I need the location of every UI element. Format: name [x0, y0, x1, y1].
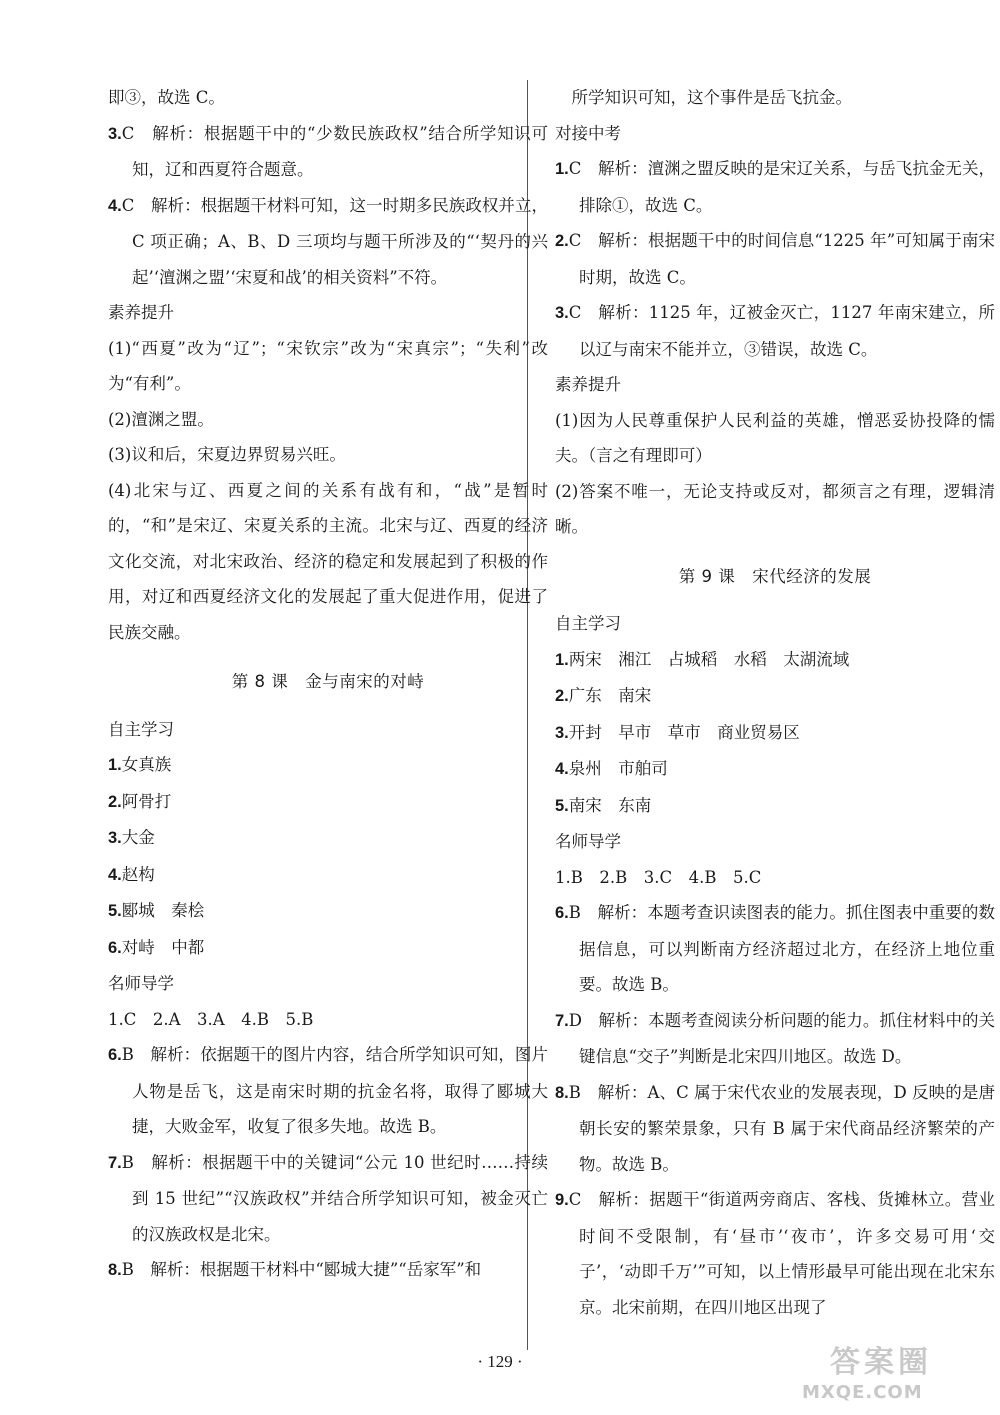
item-number: 5.: [555, 796, 569, 815]
item-text: B 解析：依据题干的图片内容，结合所学知识可知，图片人物是岳飞，这是南宋时期的抗金名将，取得了郾城大捷，大败金军，收复了很多失地。故选 B。: [121, 1045, 548, 1136]
answer-item: [108, 747, 548, 784]
answer-paragraph: 即③，故选 C。: [108, 88, 225, 107]
lesson-title: 第 8 课 金与南宋的对峙: [231, 672, 425, 691]
answer-item: [555, 788, 995, 825]
item-number: 7.: [555, 1011, 569, 1030]
answer-item: [555, 715, 995, 752]
item-number: 8.: [108, 1261, 122, 1279]
item-number: 6.: [108, 938, 122, 957]
item-text: D 解析：本题考查阅读分析问题的能力。抓住材料中的关键信息“交子”判断是北宋四川地区。故选 D。: [568, 1010, 995, 1066]
item-number: 2.: [108, 792, 122, 811]
item-text: 阿骨打: [121, 791, 172, 811]
lesson-title: 第 9 课 宋代经济的发展: [678, 566, 872, 586]
item-number: 9.: [555, 1191, 569, 1209]
answer-paragraph: (1)因为人民尊重保护人民利益的英雄，憎恶妥协投降的懦夫。（言之有理即可）: [555, 410, 995, 465]
watermark-logo: [790, 1345, 990, 1411]
item-text: 对峙 中都: [121, 937, 205, 957]
item-number: 2.: [555, 232, 569, 250]
page-number: · 129 ·: [477, 1352, 523, 1371]
section-heading: 自主学习: [108, 719, 174, 739]
item-number: 3.: [108, 124, 122, 143]
section-heading: 名师导学: [108, 974, 174, 993]
answer-paragraph: (1)“西夏”改为“辽”；“宋钦宗”改为“宋真宗”；“失利”改为“有利”。: [108, 338, 548, 393]
item-text: C 解析：澶渊之盟反映的是宋辽关系，与岳飞抗金无关，排除①，故选 C。: [568, 159, 995, 215]
item-number: 1.: [555, 160, 569, 178]
watermark-top: 答案圈: [830, 1345, 932, 1380]
answer-item: [108, 1252, 548, 1289]
answer-item: [108, 820, 548, 857]
item-number: 6.: [555, 904, 569, 922]
item-text: 赵构: [121, 864, 155, 884]
item-text: 广东 南宋: [568, 686, 652, 705]
item-text: C 解析：根据题干材料可知，这一时期多民族政权并立，C 项正确；A、B、D 三项均与题干所涉及的“‘契丹的兴起’‘澶渊之盟’‘宋夏和战’的相关资料”不符。: [121, 195, 548, 287]
answer-paragraph: 所学知识可知，这个事件是岳飞抗金。: [555, 88, 852, 107]
answer-paragraph: (4)北宋与辽、西夏之间的关系有战有和，“战”是暂时的，“和”是宋辽、宋夏关系的主流。北宋与辽、西夏的经济文化交流，对北宋政治、经济的稳定和发展起到了积极的作用，对辽和西夏经济文化的发展起了重大促进作用，促进了民族交融。: [108, 480, 548, 642]
left-column: [108, 80, 548, 1289]
item-number: 3.: [555, 304, 569, 322]
item-number: 4.: [108, 196, 122, 215]
item-text: 大金: [121, 828, 155, 847]
section-heading: 素养提升: [555, 375, 621, 394]
answer-item: [108, 1037, 548, 1145]
item-number: 2.: [555, 687, 569, 705]
item-text: 郾城 秦桧: [121, 901, 205, 920]
item-text: 南宋 东南: [568, 795, 652, 815]
item-number: 3.: [555, 723, 569, 742]
answer-item: [108, 1145, 548, 1253]
answer-item: [555, 295, 995, 367]
answer-item: [108, 930, 548, 967]
answer-item: [108, 116, 548, 188]
section-heading: 对接中考: [555, 123, 621, 143]
item-text: B 解析：A、C 属于宋代农业的发展表现，D 反映的是唐朝长安的繁荣景象，只有 B 属于宋代商品经济繁荣的产物。故选 B。: [568, 1082, 995, 1174]
answer-item: [555, 642, 995, 679]
section-heading: 自主学习: [555, 614, 621, 633]
answer-item: [555, 895, 995, 1003]
answer-paragraph: 1.C 2.A 3.A 4.B 5.B: [108, 1009, 314, 1029]
item-text: 女真族: [121, 755, 172, 774]
item-text: 开封 早市 草市 商业贸易区: [568, 722, 800, 742]
answer-paragraph: 1.B 2.B 3.C 4.B 5.C: [555, 867, 762, 887]
answer-item: [108, 857, 548, 894]
answer-item: [108, 893, 548, 930]
item-text: B 解析：本题考查识读图表的能力。抓住图表中重要的数据信息，可以判断南方经济超过北方，在经济上地位重要。故选 B。: [568, 903, 995, 994]
answer-item: [555, 151, 995, 223]
watermark-bottom: MXQE.COM: [802, 1382, 923, 1403]
item-text: 泉州 市舶司: [568, 759, 668, 778]
item-text: C 解析：根据题干中的时间信息“1225 年”可知属于南宋时期，故选 C。: [568, 231, 995, 287]
right-column: [555, 80, 995, 1325]
item-text: C 解析：1125 年，辽被金灭亡，1127 年南宋建立，所以辽与南宋不能并立，③错误，故选 C。: [568, 303, 995, 359]
item-number: 1.: [555, 650, 569, 669]
answer-item: [555, 751, 995, 788]
item-number: 4.: [555, 760, 569, 778]
item-number: 6.: [108, 1046, 122, 1064]
answer-item: [555, 223, 995, 295]
answer-item: [555, 1182, 995, 1325]
answer-item: [555, 1003, 995, 1075]
item-text: B 解析：根据题干中的关键词“公元 10 世纪时……持续到 15 世纪”“汉族政权”并结合所学知识可知，被金灭亡的汉族政权是北宋。: [121, 1152, 548, 1244]
item-text: 两宋 湘江 占城稻 水稻 太湖流域: [568, 649, 850, 669]
item-number: 8.: [555, 1083, 569, 1102]
item-number: 1.: [108, 756, 122, 774]
item-text: B 解析：根据题干材料中“郾城大捷”“岳家军”和: [121, 1260, 482, 1279]
answer-paragraph: (2)答案不唯一，无论支持或反对，都须言之有理，逻辑清晰。: [555, 481, 995, 536]
item-number: 4.: [108, 865, 122, 884]
item-number: 3.: [108, 829, 122, 847]
item-text: C 解析：根据题干中的“少数民族政权”结合所学知识可知，辽和西夏符合题意。: [121, 123, 548, 179]
item-number: 7.: [108, 1153, 122, 1172]
item-text: C 解析：据题干“街道两旁商店、客栈、货摊林立。营业时间不受限制，有‘昼市’‘夜市’，许多交易可用‘交子’，‘动即千万’”可知，以上情形最早可能出现在北宋东京。北宋前期，在四川地区出现了: [568, 1190, 995, 1317]
answer-item: [108, 188, 548, 296]
answer-paragraph: (2)澶渊之盟。: [108, 409, 214, 429]
answer-paragraph: (3)议和后，宋夏边界贸易兴旺。: [108, 445, 346, 464]
answer-item: [108, 784, 548, 821]
answer-item: [555, 678, 995, 715]
answer-item: [555, 1075, 995, 1183]
section-heading: 名师导学: [555, 832, 621, 851]
item-number: 5.: [108, 902, 122, 920]
section-heading: 素养提升: [108, 303, 174, 322]
